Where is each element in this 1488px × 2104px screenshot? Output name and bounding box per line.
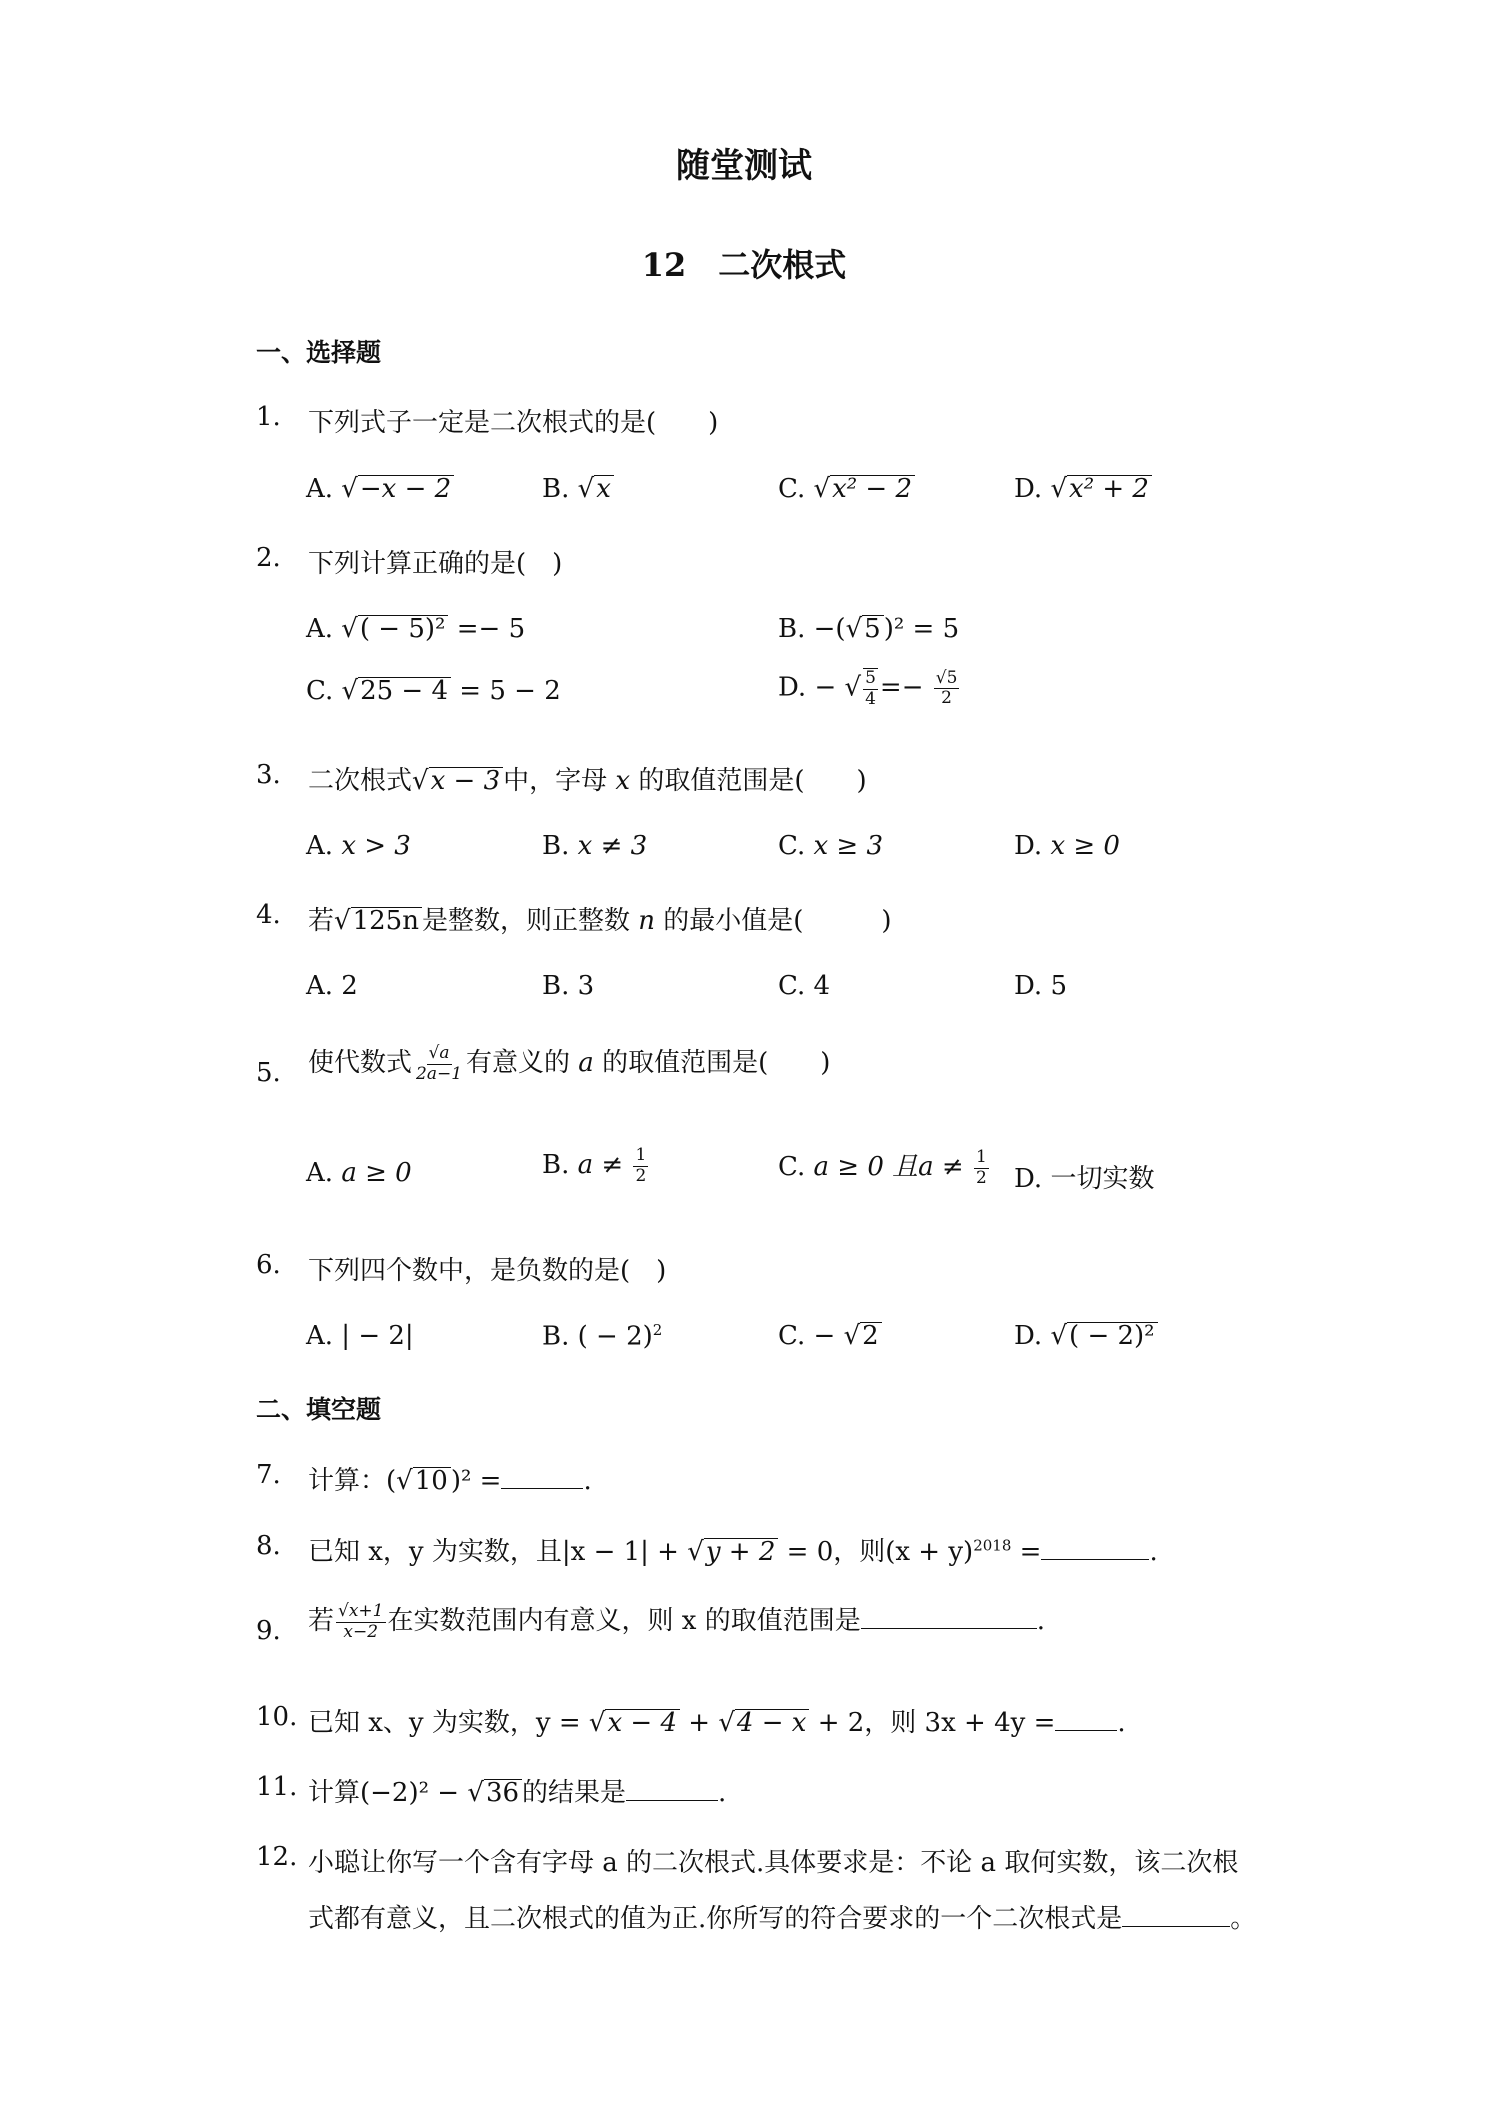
question-number: 9. — [256, 1616, 281, 1646]
option-label: A. — [306, 474, 334, 504]
question-number: 3. — [256, 760, 281, 790]
option-b: B. a ≠ $\frac{1}{2}$ — [542, 1145, 647, 1186]
question-stem: 若 $\frac{√x+1}{x-2}$ 在实数范围内有意义，则 x 的取值范围是 . — [308, 1600, 1045, 1642]
option-a: A. √−x − 2 — [306, 474, 454, 504]
radical: 4 − x — [735, 1709, 810, 1737]
expression: =− — [879, 672, 932, 703]
question-stem: 若√125n 是整数，则正整数 n 的最小值是( ) — [308, 906, 892, 936]
option-d: D. √( − 2)² — [1014, 1321, 1158, 1351]
option-d: D. 5 — [1014, 971, 1067, 1001]
option-label: B. — [542, 474, 570, 504]
radical: x − 4 — [605, 1709, 680, 1737]
radical: 125n — [351, 907, 422, 935]
question-stem: 使代数式 $\frac{√a}{2a-1}$ 有意义的 a 的取值范围是( ) — [308, 1042, 831, 1084]
expression: − — [814, 672, 845, 703]
question-stem: 下列计算正确的是( ) — [308, 549, 563, 579]
question-number: 12. — [256, 1842, 298, 1872]
answer-blank[interactable] — [1122, 1904, 1230, 1927]
option-c: C. √x² − 2 — [778, 474, 915, 504]
option-a: A. 2 — [306, 971, 358, 1001]
radical: x — [594, 475, 614, 503]
radical: 10 — [413, 1467, 451, 1495]
option-c: C. 4 — [778, 971, 831, 1001]
radical: x² + 2 — [1067, 475, 1152, 503]
question-number: 6. — [256, 1250, 281, 1280]
option-c: C. − √2 — [778, 1321, 882, 1351]
question-stem-line-2: 式都有意义，且二次根式的值为正.你所写的符合要求的一个二次根式是 。 — [308, 1904, 1257, 1934]
option-c: C. √25 − 4 = 5 − 2 — [306, 676, 561, 706]
question-stem: 计算(−2)² − √36 的结果是 . — [308, 1778, 727, 1808]
radical: ( − 2)² — [1067, 1322, 1158, 1350]
radical: 25 − 4 — [358, 677, 451, 705]
option-b: B. √x — [542, 474, 614, 504]
question-number: 8. — [256, 1531, 281, 1561]
section-heading-choice: 一、选择题 — [256, 338, 382, 367]
radical: 5 — [862, 615, 884, 643]
radical: 36 — [484, 1779, 522, 1807]
option-a: A. √( − 5)² =− 5 — [306, 614, 526, 644]
option-b: B. x ≠ 3 — [542, 831, 648, 861]
question-stem: 已知 x、y 为实数，y = √x − 4 + √4 − x + 2，则 3x + 4y = . — [308, 1708, 1126, 1738]
radical: ( − 5)² — [358, 615, 449, 643]
section-heading-fill: 二、填空题 — [256, 1395, 382, 1424]
answer-blank[interactable] — [861, 1606, 1037, 1629]
option-d: D. x ≥ 0 — [1014, 831, 1120, 861]
question-stem: 二次根式√x − 3 中，字母 x 的取值范围是( ) — [308, 766, 867, 796]
fraction: $\frac{1}{2}$ — [635, 1145, 647, 1186]
option-c: C. a ≥ 0 且a ≠ $\frac{1}{2}$ — [778, 1146, 987, 1188]
page-subtitle: 12 二次根式 — [641, 246, 847, 284]
answer-blank[interactable] — [1055, 1708, 1117, 1731]
question-stem: 已知 x，y 为实数，且|x − 1| + √y + 2 = 0，则$(x + y)^{2018}$ = . — [308, 1536, 1158, 1567]
question-number: 11. — [256, 1772, 298, 1802]
radical: x − 3 — [429, 767, 504, 795]
expression: )² = 5 — [883, 614, 960, 644]
option-b: B. 3 — [542, 971, 595, 1001]
option-label: A. — [306, 614, 334, 644]
option-d: D. 一切实数 — [1014, 1164, 1155, 1194]
expression: −( — [813, 614, 846, 644]
question-number: 4. — [256, 900, 281, 930]
option-a: A. a ≥ 0 — [306, 1158, 412, 1188]
question-stem: 下列式子一定是二次根式的是( ) — [308, 408, 719, 438]
option-label: C. — [778, 474, 806, 504]
fraction: $\frac{1}{2}$ — [975, 1146, 987, 1188]
question-stem: 下列四个数中，是负数的是( ) — [308, 1256, 667, 1286]
radical: 2 — [860, 1322, 882, 1350]
fraction: $\frac{5}{4}$ — [865, 668, 876, 709]
question-number: 5. — [256, 1058, 281, 1088]
option-a: A. x > 3 — [306, 831, 411, 861]
answer-blank[interactable] — [626, 1778, 718, 1801]
question-number: 10. — [256, 1702, 298, 1732]
option-a: A. | − 2| — [306, 1321, 414, 1351]
page-title: 随堂测试 — [676, 146, 812, 186]
question-number: 2. — [256, 543, 281, 573]
option-label: D. — [778, 672, 807, 703]
radical: y + 2 — [704, 1538, 779, 1566]
answer-blank[interactable] — [501, 1466, 583, 1489]
option-d: D. √x² + 2 — [1014, 474, 1152, 504]
option-d: D. − √ $\frac{5}{4}$ =− $\frac{√5}{2}$ — [778, 667, 958, 709]
option-label: B. — [778, 614, 806, 644]
question-stem-line-1: 小聪让你写一个含有字母 a 的二次根式.具体要求是：不论 a 取何实数，该二次根 — [308, 1848, 1239, 1878]
option-label: D. — [1014, 474, 1043, 504]
fraction: $\frac{√a}{2a-1}$ — [416, 1042, 463, 1084]
option-b: B. −(√5 )² = 5 — [778, 614, 960, 644]
radical: x² − 2 — [830, 475, 915, 503]
fraction: $\frac{√5}{2}$ — [935, 667, 958, 709]
question-number: 7. — [256, 1460, 281, 1490]
option-label: C. — [306, 676, 334, 706]
option-b: B. ( − 2)$^2$ — [542, 1321, 663, 1352]
option-c: C. x ≥ 3 — [778, 831, 884, 861]
fraction: $\frac{√x+1}{x-2}$ — [338, 1600, 384, 1642]
radical: −x − 2 — [358, 475, 454, 503]
expression: = 5 − 2 — [451, 676, 561, 706]
expression: =− 5 — [448, 614, 526, 644]
question-number: 1. — [256, 402, 281, 432]
answer-blank[interactable] — [1041, 1537, 1149, 1560]
question-stem: 计算：(√10 )² = . — [308, 1466, 592, 1496]
